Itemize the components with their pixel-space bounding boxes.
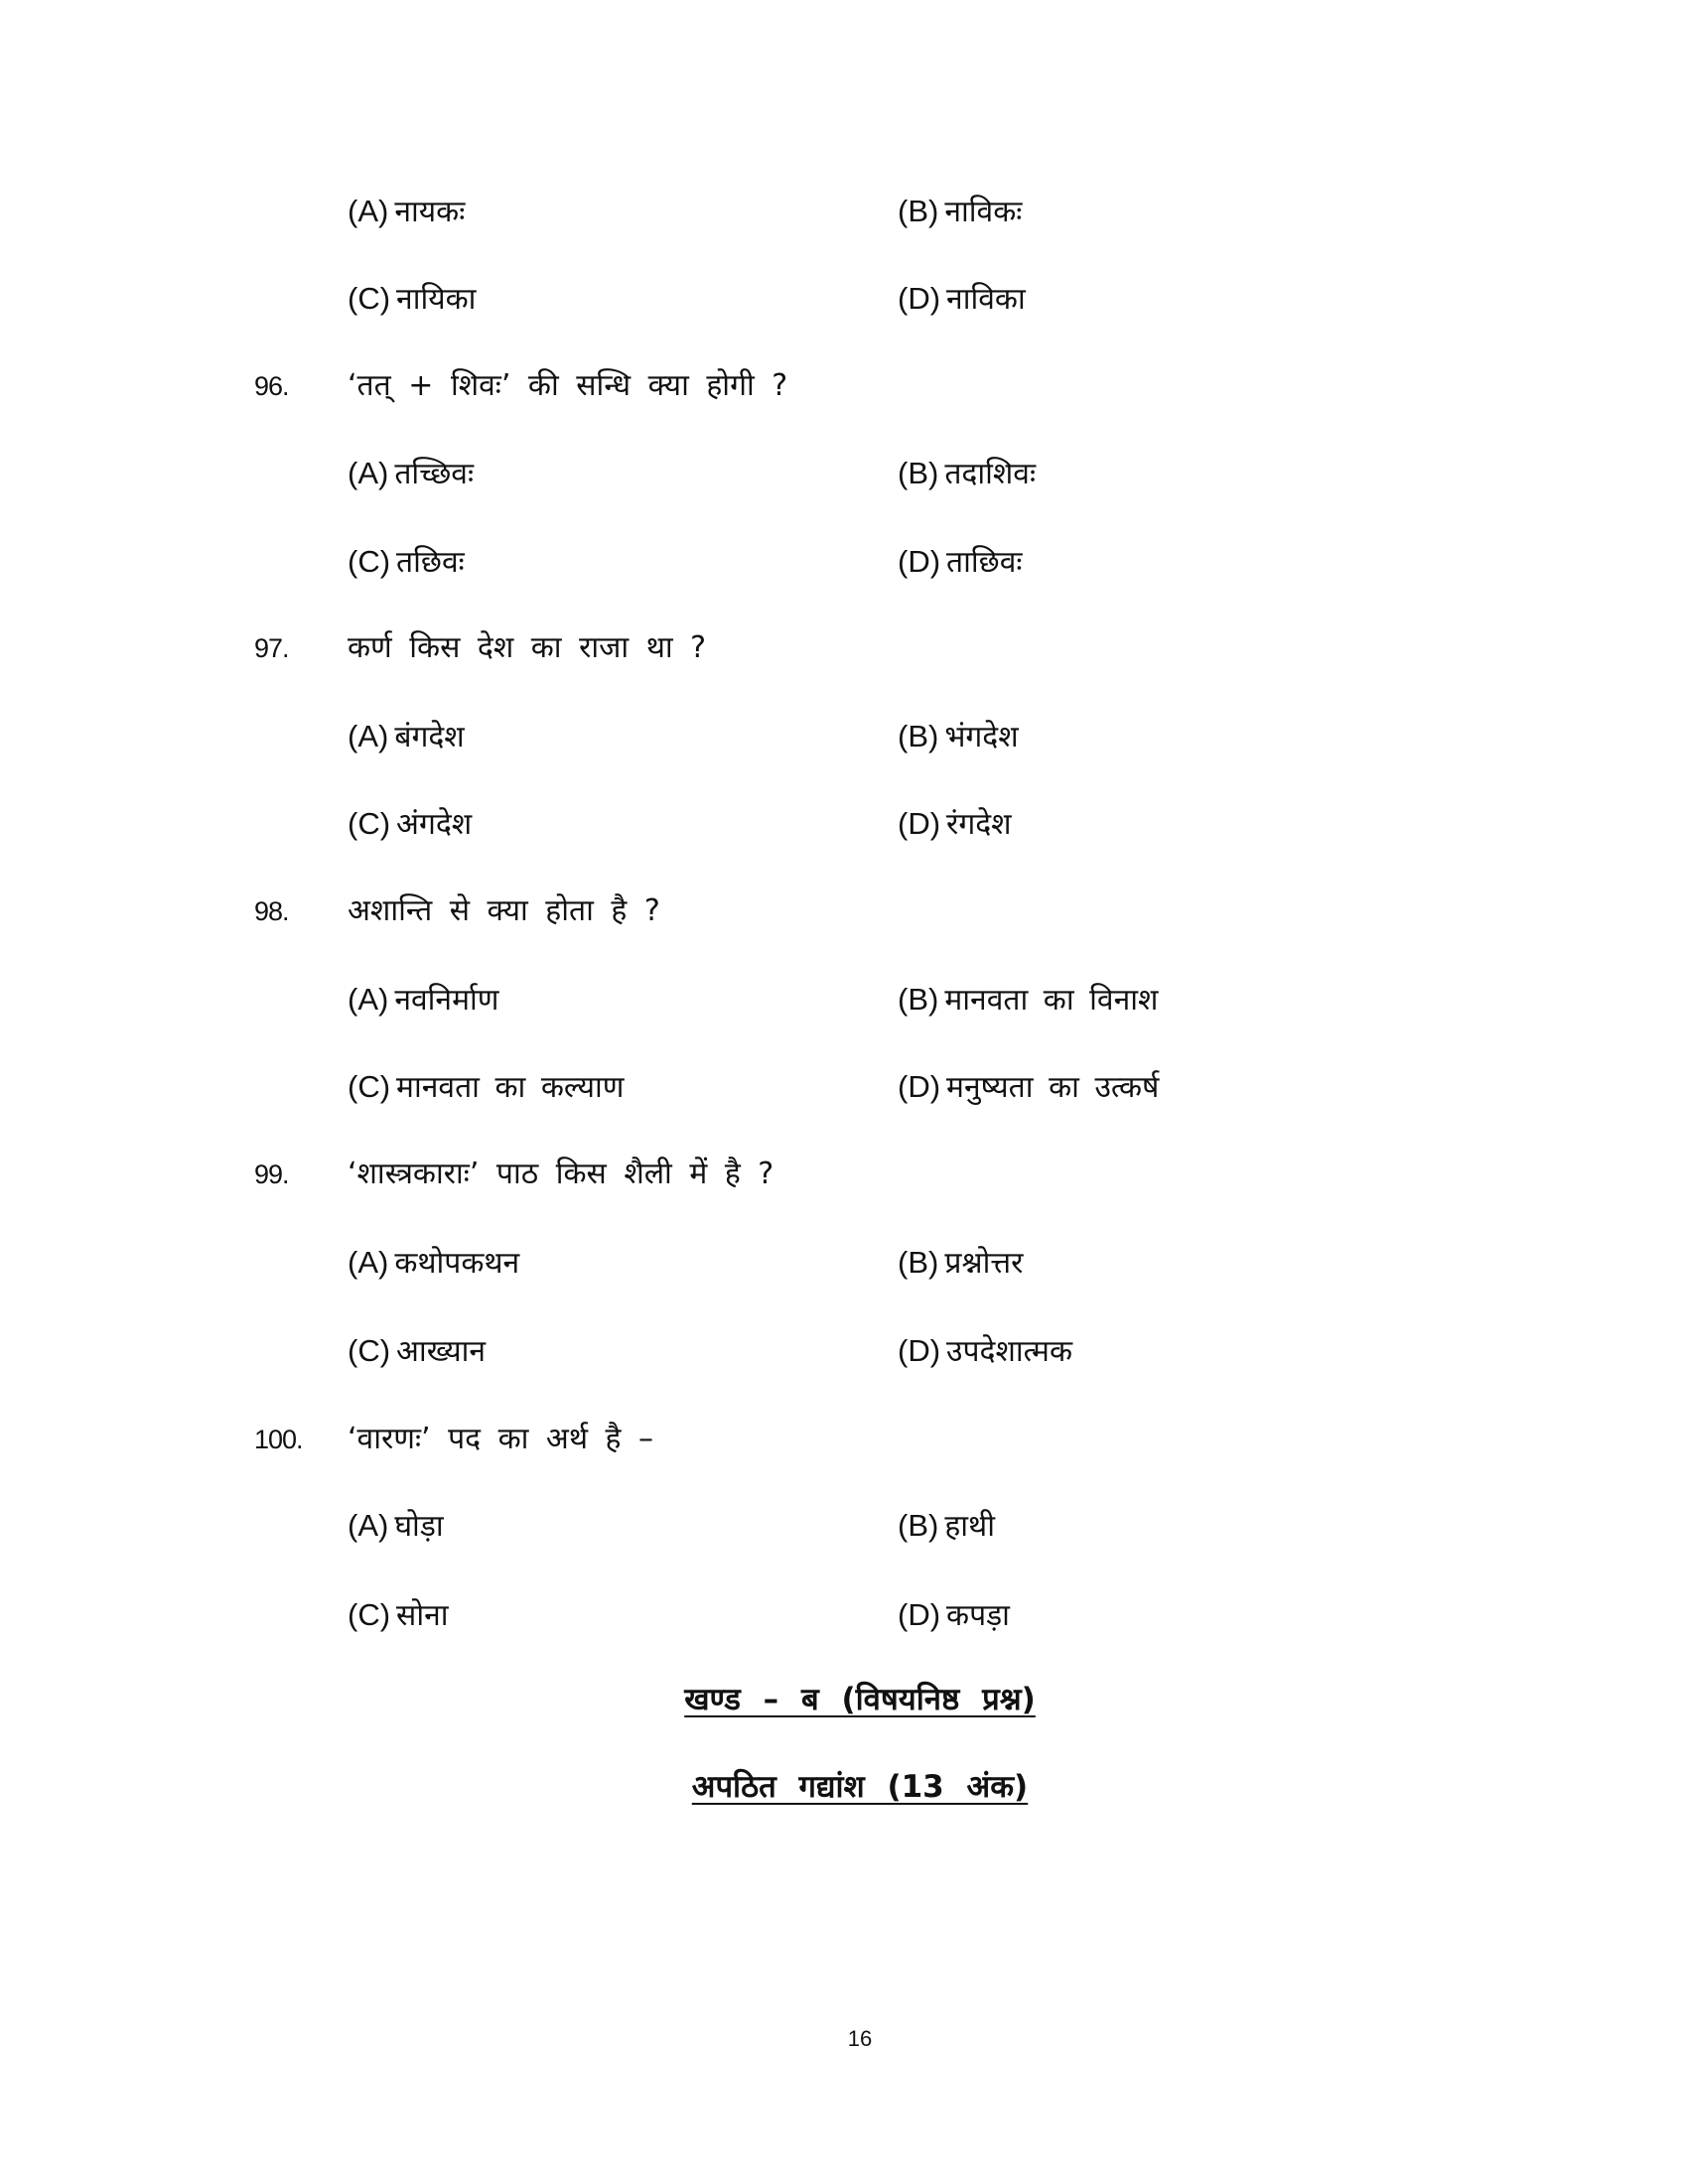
option-a: [348, 715, 465, 759]
option-d: [898, 1329, 1072, 1374]
option-label: (B): [898, 1245, 939, 1280]
option-b: [898, 715, 1019, 759]
option-label: (C): [348, 544, 391, 579]
option-label: (B): [898, 1508, 939, 1543]
question-text: अशान्ति से क्या होता है ?: [348, 893, 660, 928]
question-96: [0, 364, 1688, 408]
option-d: [898, 1065, 1159, 1110]
question-98: [0, 889, 1688, 933]
option-text: नायिका: [396, 282, 477, 317]
option-label: (D): [898, 1597, 941, 1632]
question-text: ‘तत् + शिवः’ की सन्धि क्या होगी ?: [348, 368, 788, 403]
question-number: 97.: [254, 633, 289, 663]
option-a: [348, 1241, 519, 1286]
option-text: उपदेशात्मक: [946, 1334, 1073, 1369]
option-text: नाविका: [946, 282, 1026, 317]
option-b: [898, 978, 1158, 1023]
option-text: आख्यान: [396, 1334, 487, 1369]
option-row: [0, 978, 1688, 1022]
subsection-heading: [0, 1764, 1688, 1810]
option-row: [0, 1065, 1688, 1109]
option-text: नाविकः: [944, 195, 1023, 229]
option-text: हाथी: [944, 1509, 995, 1544]
option-c: [348, 802, 472, 847]
option-text: प्रश्नोत्तर: [944, 1246, 1024, 1281]
option-label: (C): [348, 281, 391, 316]
option-a: [348, 452, 474, 496]
option-text: भंगदेश: [944, 720, 1019, 754]
option-row: [0, 277, 1688, 321]
option-b: [898, 1504, 995, 1549]
option-d: [898, 277, 1026, 322]
option-text: तछिवः: [396, 545, 465, 580]
option-d: [898, 540, 1022, 585]
option-label: (D): [898, 544, 941, 579]
option-text: ताछिवः: [946, 545, 1023, 580]
option-text: सोना: [396, 1598, 449, 1633]
option-row: [0, 1593, 1688, 1637]
option-text: तच्छिवः: [394, 457, 475, 491]
option-b: [898, 1241, 1023, 1286]
option-label: (A): [348, 982, 389, 1017]
section-heading: [0, 1677, 1688, 1722]
option-row: [0, 1241, 1688, 1285]
option-text: नवनिर्माण: [394, 983, 499, 1018]
question-99: [0, 1153, 1688, 1196]
option-d: [898, 802, 1012, 847]
question-number: 98.: [254, 896, 289, 926]
option-b: [898, 452, 1036, 496]
option-row: [0, 190, 1688, 233]
option-text: मनुष्यता का उत्कर्ष: [946, 1070, 1160, 1105]
question-number: 96.: [254, 371, 289, 401]
option-row: [0, 452, 1688, 495]
option-b: [898, 190, 1022, 234]
option-text: घोड़ा: [394, 1509, 444, 1544]
option-label: (A): [348, 456, 389, 490]
option-label: (C): [348, 1333, 391, 1368]
option-label: (A): [348, 194, 389, 228]
option-d: [898, 1593, 1010, 1638]
option-label: (C): [348, 1597, 391, 1632]
question-number: 99.: [254, 1160, 289, 1189]
option-text: अंगदेश: [396, 807, 473, 842]
option-label: (A): [348, 719, 389, 753]
option-text: नायकः: [394, 195, 466, 229]
option-row: [0, 715, 1688, 758]
option-row: [0, 802, 1688, 846]
option-label: (D): [898, 1069, 941, 1104]
option-c: [348, 540, 465, 585]
option-c: [348, 277, 476, 322]
option-text: बंगदेश: [394, 720, 465, 754]
question-100: [0, 1418, 1688, 1461]
option-row: [0, 1329, 1688, 1373]
question-text: कर्ण किस देश का राजा था ?: [348, 630, 707, 665]
option-row: [0, 1504, 1688, 1548]
option-label: (B): [898, 719, 939, 753]
option-text: कथोपकथन: [394, 1246, 520, 1281]
option-label: (A): [348, 1508, 389, 1543]
option-text: रंगदेश: [946, 807, 1012, 842]
option-c: [348, 1593, 449, 1638]
page-number: 16: [847, 2026, 873, 2051]
option-a: [348, 1504, 444, 1549]
option-text: कपड़ा: [946, 1598, 1010, 1633]
section-heading-text: खण्ड – ब (विषयनिष्ठ प्रश्न): [684, 1682, 1036, 1717]
option-label: (B): [898, 194, 939, 228]
question-number: 100.: [254, 1425, 303, 1454]
question-text: ‘शास्त्रकाराः’ पाठ किस शैली में है ?: [348, 1157, 774, 1191]
option-a: [348, 190, 465, 234]
option-label: (D): [898, 281, 941, 316]
option-text: मानवता का कल्याण: [396, 1070, 625, 1105]
question-97: [0, 626, 1688, 670]
question-text: ‘वारणः’ पद का अर्थ है –: [348, 1422, 654, 1456]
option-label: (C): [348, 806, 391, 841]
subsection-heading-text: अपठित गद्यांश (13 अंक): [691, 1769, 1029, 1805]
option-a: [348, 978, 498, 1023]
option-label: (C): [348, 1069, 391, 1104]
option-c: [348, 1329, 486, 1374]
option-label: (D): [898, 806, 941, 841]
option-text: तदाशिवः: [944, 457, 1037, 491]
option-label: (A): [348, 1245, 389, 1280]
option-label: (B): [898, 456, 939, 490]
option-text: मानवता का विनाश: [944, 983, 1159, 1018]
option-row: [0, 540, 1688, 584]
option-label: (D): [898, 1333, 941, 1368]
option-c: [348, 1065, 624, 1110]
option-label: (B): [898, 982, 939, 1017]
